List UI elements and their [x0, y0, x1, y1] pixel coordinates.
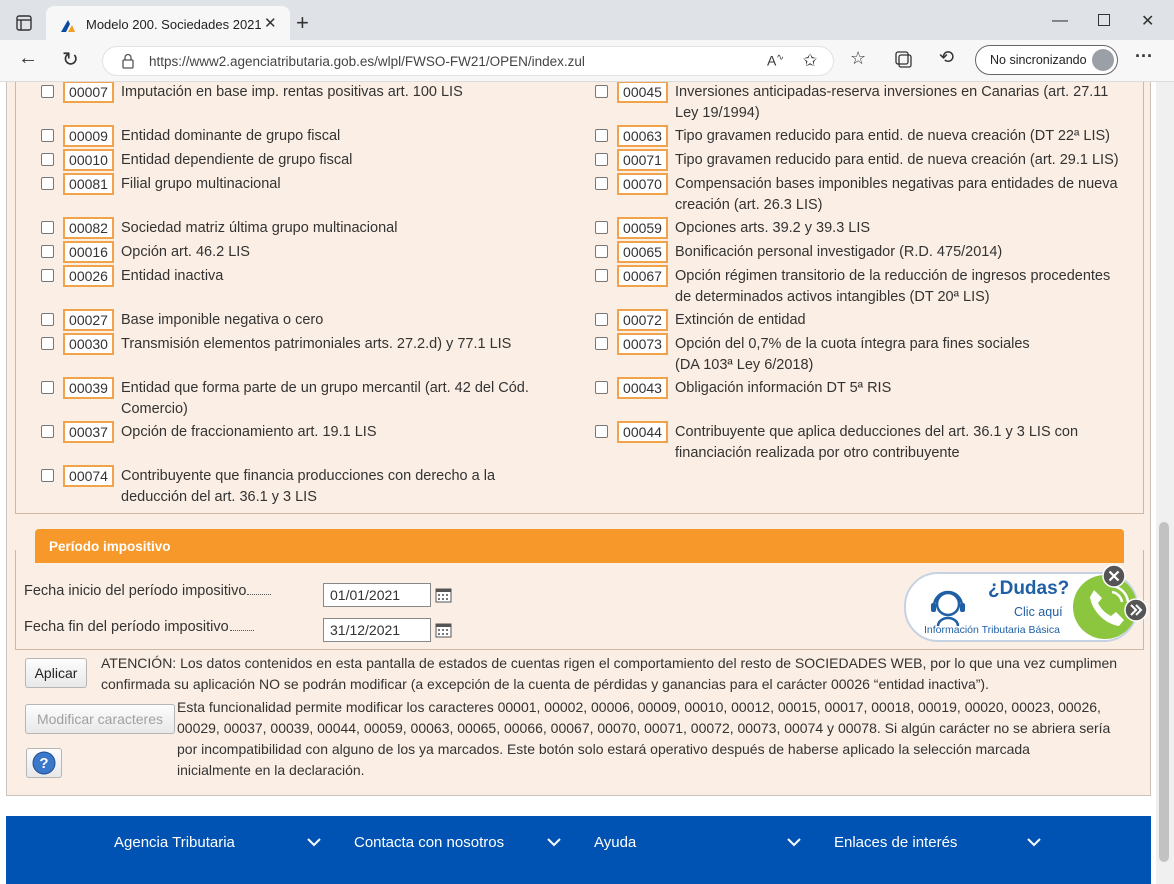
footer-nav: [6, 816, 1151, 884]
apply-button[interactable]: Aplicar: [25, 658, 87, 688]
modify-info-text: inicialmente en la declaración.: [177, 762, 365, 778]
chevron-down-icon[interactable]: [1026, 836, 1042, 848]
character-checkbox[interactable]: [41, 469, 54, 482]
back-icon[interactable]: ←: [18, 47, 38, 69]
character-row: [7, 125, 1147, 147]
profile-sync-button[interactable]: [975, 45, 1118, 75]
modify-info-text: Esta funcionalidad permite modificar los caracteres 00001, 00002, 00006, 00009, 00010, 00012, 00015, 00017, 00018, 00019, 00020, 00023, 00026,: [177, 699, 1101, 715]
modify-characters-button[interactable]: Modificar caracteres: [25, 704, 175, 734]
character-code: 00039: [63, 377, 114, 399]
character-label: Base imponible negativa o cero: [121, 312, 324, 328]
character-row: [7, 421, 1147, 461]
character-label: Entidad inactiva: [121, 268, 224, 284]
character-code: 00043: [617, 377, 668, 399]
character-row: [7, 465, 1147, 505]
character-label: Imputación en base imp. rentas positivas art. 100 LIS: [121, 84, 463, 100]
maximize-icon[interactable]: [1098, 14, 1110, 26]
dudas-cta: Clic aquí: [1014, 605, 1063, 619]
collections-icon[interactable]: [895, 51, 913, 69]
character-checkbox[interactable]: [595, 269, 608, 282]
character-code: 00016: [63, 241, 114, 263]
character-row: [7, 149, 1147, 171]
tab-actions-icon[interactable]: [16, 15, 32, 31]
character-code: 00010: [63, 149, 114, 171]
character-code: 00074: [63, 465, 114, 487]
character-checkbox[interactable]: [595, 85, 608, 98]
character-label: deducción del art. 36.1 y 3 LIS: [121, 489, 317, 505]
character-code: 00030: [63, 333, 114, 355]
character-label: Compensación bases imponibles negativas para entidades de nueva: [675, 176, 1118, 192]
character-row: [7, 333, 1147, 373]
favorites-icon[interactable]: ☆: [850, 48, 867, 68]
character-label: Opciones arts. 39.2 y 39.3 LIS: [675, 220, 871, 236]
character-code: 00027: [63, 309, 114, 331]
scrollbar-thumb[interactable]: [1159, 522, 1169, 862]
character-label: Entidad que forma parte de un grupo mercantil (art. 42 del Cód.: [121, 380, 529, 396]
start-date-label: Fecha inicio del período impositivo: [24, 583, 271, 599]
character-label: Comercio): [121, 401, 188, 417]
end-date-label: Fecha fin del período impositivo: [24, 619, 254, 635]
character-code: 00081: [63, 173, 114, 195]
character-label: Tipo gravamen reducido para entid. de nueva creación (DT 22ª LIS): [675, 128, 1110, 144]
character-label: Opción de fraccionamiento art. 19.1 LIS: [121, 424, 377, 440]
character-label: Sociedad matriz última grupo multinacional: [121, 220, 398, 236]
character-row: [7, 309, 1147, 331]
character-code: 00072: [617, 309, 668, 331]
dudas-subtitle: Información Tributaria Básica: [924, 624, 1060, 636]
character-label: Extinción de entidad: [675, 312, 806, 328]
character-label: (DA 103ª Ley 6/2018): [675, 357, 814, 373]
character-code: 00073: [617, 333, 668, 355]
character-checkbox[interactable]: [595, 313, 608, 326]
dudas-widget[interactable]: [904, 572, 1138, 642]
character-label: Contribuyente que financia producciones con derecho a la: [121, 468, 496, 484]
agencia-tributaria-favicon-icon: [60, 18, 76, 34]
svg-text:?: ?: [39, 755, 49, 772]
character-row: [7, 173, 1147, 213]
dudas-title: ¿Dudas?: [988, 578, 1070, 599]
character-code: 00037: [63, 421, 114, 443]
character-row: [7, 82, 1147, 121]
attention-text: ATENCIÓN: Los datos contenidos en esta pantalla de estados de cuentas rigen el comportamiento del resto de SOCIEDADES WEB, por lo que una vez cumplimen: [101, 655, 1118, 671]
vertical-scrollbar[interactable]: [1156, 82, 1174, 884]
address-bar[interactable]: [102, 46, 834, 76]
help-button[interactable]: [26, 748, 62, 778]
character-checkbox[interactable]: [595, 129, 608, 142]
close-tab-icon[interactable]: ✕: [264, 15, 277, 32]
character-label: Inversiones anticipadas-reserva inversiones en Canarias (art. 27.11: [675, 84, 1109, 100]
character-label: Opción art. 46.2 LIS: [121, 244, 250, 260]
reload-icon[interactable]: ↻: [62, 49, 79, 71]
avatar: [1092, 49, 1114, 71]
support-agent-icon: [924, 584, 972, 628]
character-code: 00063: [617, 125, 668, 147]
character-checkbox[interactable]: [595, 425, 608, 438]
close-window-icon[interactable]: ✕: [1141, 13, 1155, 30]
character-label: de determinados activos intangibles (DT 20ª LIS): [675, 289, 990, 305]
character-code: 00026: [63, 265, 114, 287]
character-checkbox[interactable]: [595, 337, 608, 350]
character-checkbox[interactable]: [595, 381, 608, 394]
character-checkbox[interactable]: [595, 153, 608, 166]
lock-icon: [121, 53, 135, 69]
character-code: 00071: [617, 149, 668, 171]
character-label: Obligación información DT 5ª RIS: [675, 380, 892, 396]
character-row: [7, 217, 1147, 239]
minimize-icon[interactable]: —: [1052, 12, 1068, 29]
footer-item-enlaces[interactable]: Enlaces de interés: [834, 834, 958, 851]
character-code: 00044: [617, 421, 668, 443]
sync-label: No sincronizando: [990, 53, 1087, 67]
modify-info-text: por incompatibilidad con alguno de los ya marcados. Este botón solo estará operativo después de haberse aplicado la selección marcada: [177, 741, 1030, 757]
character-label: Tipo gravamen reducido para entid. de nueva creación (art. 29.1 LIS): [675, 152, 1119, 168]
calendar-icon[interactable]: [435, 587, 452, 603]
character-code: 00082: [63, 217, 114, 239]
question-icon: [32, 751, 56, 775]
character-checkbox[interactable]: [595, 221, 608, 234]
footer-item-ayuda[interactable]: Ayuda: [594, 834, 637, 851]
form-container: [6, 82, 1151, 796]
more-options-icon[interactable]: ···: [1135, 46, 1153, 66]
add-favorite-icon[interactable]: ✩: [803, 51, 818, 70]
character-code: 00070: [617, 173, 668, 195]
chevron-down-icon[interactable]: [306, 836, 322, 848]
character-code: 00009: [63, 125, 114, 147]
chevron-down-icon[interactable]: [786, 836, 802, 848]
footer-item-agencia[interactable]: Agencia Tributaria: [114, 834, 235, 851]
start-date-input[interactable]: 01/01/2021: [323, 583, 431, 607]
history-icon[interactable]: ⟲: [939, 47, 955, 67]
chevron-down-icon[interactable]: [546, 836, 562, 848]
character-checkbox[interactable]: [595, 245, 608, 258]
character-label: Ley 19/1994): [675, 105, 760, 121]
character-label: Contribuyente que aplica deducciones del art. 36.1 y 3 LIS con: [675, 424, 1079, 440]
character-code: 00067: [617, 265, 668, 287]
end-date-input[interactable]: 31/12/2021: [323, 618, 431, 642]
character-code: 00045: [617, 82, 668, 103]
period-header: Período impositivo: [35, 529, 1124, 563]
character-label: financiación realizada por otro contribuyente: [675, 445, 960, 461]
character-label: Filial grupo multinacional: [121, 176, 281, 192]
character-label: Opción del 0,7% de la cuota íntegra para fines sociales: [675, 336, 1030, 352]
character-checkbox[interactable]: [595, 177, 608, 190]
calendar-icon[interactable]: [435, 622, 452, 638]
character-label: Entidad dependiente de grupo fiscal: [121, 152, 353, 168]
attention-text: confirmada su aplicación NO se podrán modificar (a excepción de la cuenta de pérdidas y ganancias para el carácter 00026 “entidad inactiva”).: [101, 676, 989, 692]
character-label: Opción régimen transitorio de la reducción de ingresos procedentes: [675, 268, 1111, 284]
character-label: creación (art. 26.3 LIS): [675, 197, 823, 213]
expand-icon[interactable]: [1124, 598, 1148, 622]
character-label: Transmisión elementos patrimoniales arts. 27.2.d) y 77.1 LIS: [121, 336, 512, 352]
read-aloud-icon[interactable]: A∿: [767, 52, 784, 69]
character-code: 00007: [63, 82, 114, 103]
page-viewport: [0, 82, 1156, 884]
modify-info-text: 00029, 00037, 00039, 00044, 00059, 00063, 00065, 00066, 00067, 00070, 00071, 00072, 00073, 00074 y 00078. Si algún carácter no se abriera sería: [177, 720, 1111, 736]
footer-item-contacta[interactable]: Contacta con nosotros: [354, 834, 505, 851]
tab-title: Modelo 200. Sociedades 2021: [86, 17, 262, 32]
url-text: https://www2.agenciatributaria.gob.es/wlpl/FWSO-FW21/OPEN/index.zul: [149, 54, 585, 69]
character-row: [7, 377, 1147, 399]
character-label: Bonificación personal investigador (R.D. 475/2014): [675, 244, 1003, 260]
close-icon[interactable]: [1102, 564, 1126, 588]
character-row: [7, 241, 1147, 263]
character-label: Entidad dominante de grupo fiscal: [121, 128, 341, 144]
character-code: 00065: [617, 241, 668, 263]
character-row: [7, 265, 1147, 305]
new-tab-icon[interactable]: +: [296, 10, 309, 35]
character-code: 00059: [617, 217, 668, 239]
